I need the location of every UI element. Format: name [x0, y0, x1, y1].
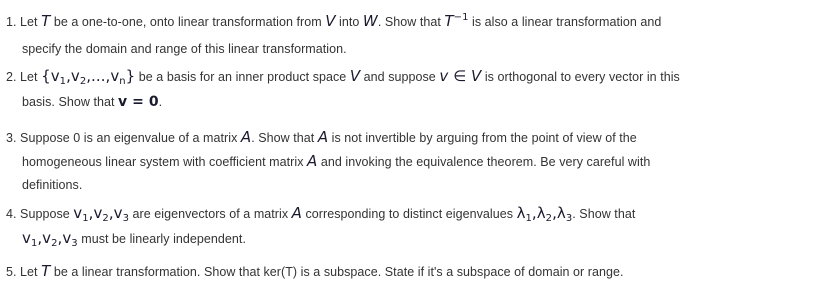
- question-1-line-2: specify the domain and range of this linear transformation.: [22, 42, 347, 56]
- math-W: W: [362, 12, 378, 30]
- question-3-line-1: 3. Suppose 0 is an eigenvalue of a matrix A. Show that A is not invertible by arguing from the point of view of the: [6, 128, 637, 146]
- math-v-equals-zero: v = 0: [118, 94, 159, 110]
- math-A: A: [240, 128, 252, 146]
- math-T: T: [41, 262, 51, 280]
- question-2-line-2: basis. Show that v = 0.: [22, 94, 163, 110]
- question-4-line-2: $v_1,v_2,v_3$ must be linearly independent.: [22, 229, 246, 249]
- math-T: T: [41, 12, 51, 30]
- question-4-line-1: 4. Suppose $v_1,v_2,v_3$ are eigenvectors of a matrix A corresponding to distinct eigenvalues $\lambda_1,\lambda_2,\lambda_3$. Show that: [6, 204, 636, 224]
- question-2-number: 2.: [6, 70, 17, 84]
- math-V: V: [349, 67, 361, 85]
- math-A: A: [307, 152, 318, 170]
- question-5-number: 5.: [6, 265, 17, 279]
- math-A: A: [317, 128, 329, 146]
- question-2-line-1: 2. Let $\{v_1,v_2,...,v_n\}$ be a basis for an inner product space V and suppose v ∈ V is orthogonal to every vector in this: [6, 67, 680, 87]
- math-eigenvectors: $v_1,v_2,v_3$: [22, 229, 78, 249]
- math-v-in-V: v ∈ V: [439, 67, 482, 85]
- question-1-number: 1.: [6, 15, 17, 29]
- math-basis-set: $\{v_1,v_2,...,v_n\}$: [41, 67, 136, 87]
- question-5-line-1: 5. Let T be a linear transformation. Show that ker(T) is a subspace. State if it's a subspace of domain or range.: [6, 262, 624, 280]
- math-T-inverse: $T^{-1}$: [444, 12, 469, 30]
- math-eigenvectors: $v_1,v_2,v_3$: [73, 204, 129, 224]
- question-3-line-3: definitions.: [22, 178, 83, 192]
- question-3-number: 3.: [6, 131, 17, 145]
- math-eigenvalues: $\lambda_1,\lambda_2,\lambda_3$: [516, 204, 573, 224]
- question-1-line-1: 1. Let T be a one-to-one, onto linear transformation from V into W. Show that $T^{-1}$ is also a linear transformation and: [6, 12, 662, 30]
- question-3-line-2: homogeneous linear system with coefficient matrix A and invoking the equivalence theorem. Be very careful with: [22, 152, 651, 170]
- math-V: V: [325, 12, 336, 30]
- question-4-number: 4.: [6, 207, 17, 221]
- math-A: A: [291, 204, 302, 222]
